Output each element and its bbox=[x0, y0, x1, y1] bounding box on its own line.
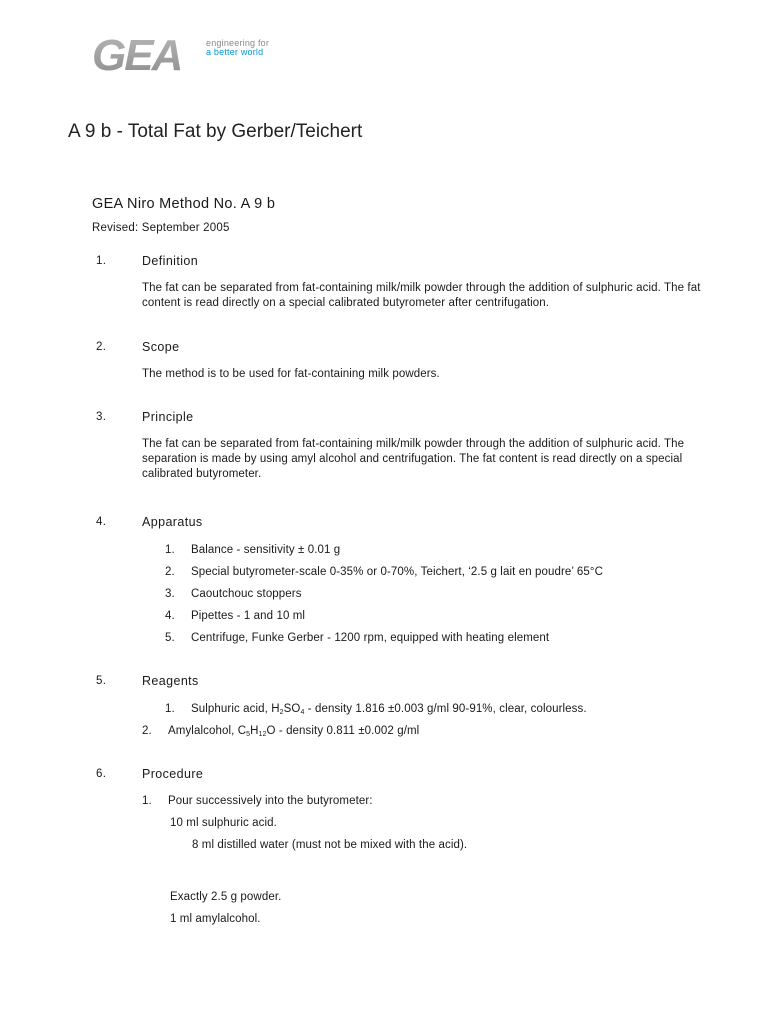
section-number: 1. bbox=[96, 255, 107, 267]
section-heading: Scope bbox=[142, 340, 180, 354]
list-item-number: 3. bbox=[165, 588, 175, 600]
method-number: GEA Niro Method No. A 9 b bbox=[92, 196, 276, 212]
list-item: Pipettes - 1 and 10 ml bbox=[191, 610, 306, 622]
section-text: The fat can be separated from fat-containing milk/milk powder through the addition of sulphuric acid. The fat content is read directly on a special calibrated butyrometer after centrifugation. bbox=[142, 282, 701, 309]
section-heading: Procedure bbox=[142, 767, 204, 781]
logo-wordmark: GEA bbox=[92, 36, 182, 76]
list-item-number: 1. bbox=[142, 795, 152, 807]
list-item: Pour successively into the butyrometer: bbox=[168, 795, 373, 807]
procedure-line: 1 ml amylalcohol. bbox=[170, 913, 261, 925]
section-heading: Principle bbox=[142, 410, 194, 424]
section-text: The fat can be separated from fat-containing milk/milk powder through the addition of sulphuric acid. The separation is made by using amyl alcohol and centrifugation. The fat content is read directly on a special calibrated butyrometer. bbox=[142, 438, 685, 480]
list-item: Balance - sensitivity ± 0.01 g bbox=[191, 544, 341, 556]
section-text: The method is to be used for fat-containing milk powders. bbox=[142, 368, 440, 380]
list-item: Centrifuge, Funke Gerber - 1200 rpm, equipped with heating element bbox=[191, 632, 550, 644]
list-item-number: 2. bbox=[165, 566, 175, 578]
tagline-line1: engineering for bbox=[206, 38, 270, 48]
reagent-sulphuric-acid: Sulphuric acid, $H_2SO_4$ - density 1.816 ±0.003 g/ml 90-91%, clear, colourless. bbox=[191, 703, 587, 716]
section-heading: Reagents bbox=[142, 674, 199, 688]
revised-date: Revised: September 2005 bbox=[92, 222, 230, 234]
tagline-line2: a better world bbox=[206, 47, 264, 57]
reagent-amylalcohol: Amylalcohol, $C_5H_{12}O$ - density 0.811 ±0.002 g/ml bbox=[168, 725, 420, 738]
list-item: Special butyrometer-scale 0-35% or 0-70%, Teichert, ‘2.5 g lait en poudre’ 65°C bbox=[191, 566, 604, 578]
list-item-number: 1. bbox=[165, 703, 175, 715]
section-number: 6. bbox=[96, 768, 107, 780]
section-heading: Definition bbox=[142, 254, 199, 268]
list-item-number: 4. bbox=[165, 610, 175, 622]
section-number: 3. bbox=[96, 411, 107, 423]
section-heading: Apparatus bbox=[142, 515, 203, 529]
section-number: 4. bbox=[96, 516, 107, 528]
procedure-line: 8 ml distilled water (must not be mixed with the acid). bbox=[192, 839, 468, 851]
list-item-number: 5. bbox=[165, 632, 175, 644]
procedure-line: 10 ml sulphuric acid. bbox=[170, 817, 277, 829]
list-item-number: 1. bbox=[165, 544, 175, 556]
list-item-number: 2. bbox=[142, 725, 152, 737]
section-number: 5. bbox=[96, 675, 107, 687]
document-title: A 9 b - Total Fat by Gerber/Teichert bbox=[68, 121, 363, 142]
section-number: 2. bbox=[96, 341, 107, 353]
list-item: Caoutchouc stoppers bbox=[191, 588, 302, 600]
procedure-line: Exactly 2.5 g powder. bbox=[170, 891, 282, 903]
